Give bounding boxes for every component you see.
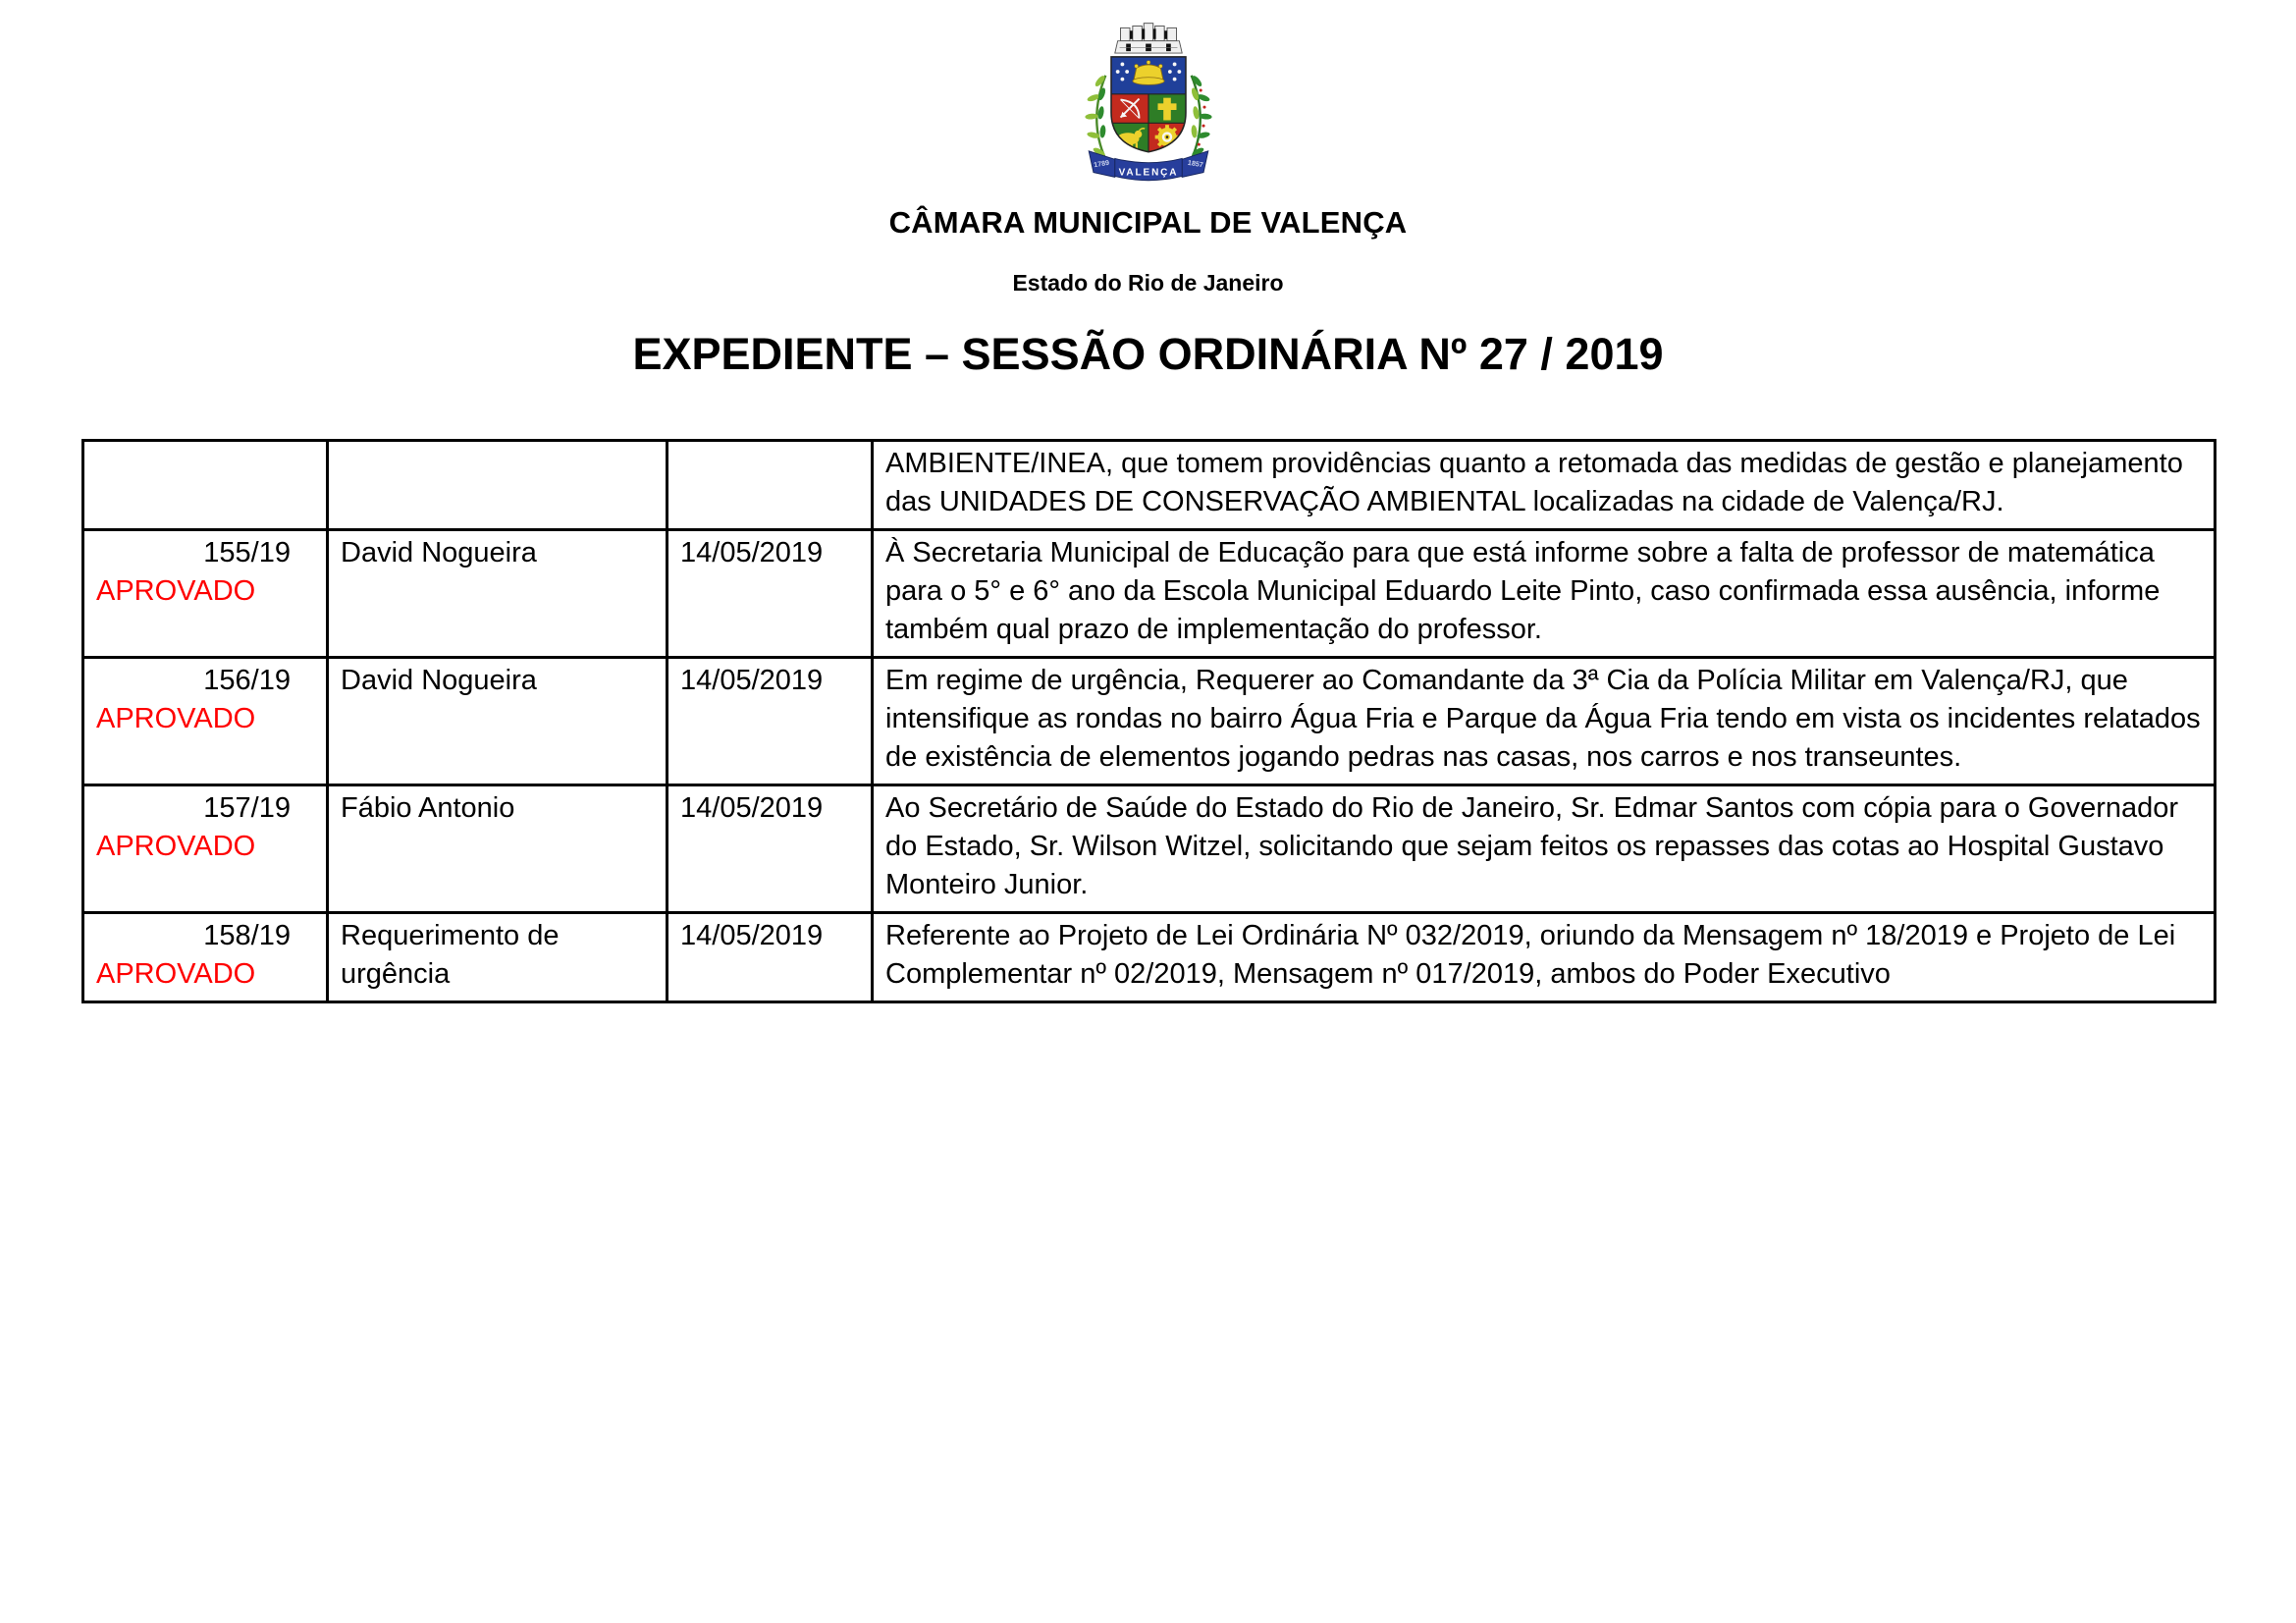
branch-right-icon <box>1189 75 1211 164</box>
description-cell: À Secretaria Municipal de Educação para que está informe sobre a falta de professor de matemática para o 5° e 6° ano da Escola Municipal Eduardo Leite Pinto, caso confirmada essa ausência, informe também qual prazo de implementação do professor. <box>873 530 2216 658</box>
ribbon-city-name: VALENÇA <box>1118 167 1178 179</box>
description-cell: Referente ao Projeto de Lei Ordinária Nº 032/2019, oriundo da Mensagem nº 18/2019 e Projeto de Lei Complementar nº 02/2019, Mensagem nº 017/2019, ambos do Poder Executivo <box>873 913 2216 1002</box>
request-number: 158/19 <box>203 920 291 951</box>
table-row <box>83 530 2216 658</box>
table-row <box>83 785 2216 913</box>
table-row <box>83 913 2216 1002</box>
description-cell: Em regime de urgência, Requerer ao Comandante da 3ª Cia da Polícia Militar em Valença/RJ, que intensifique as rondas no bairro Água Fria e Parque da Água Fria tendo em vista os incidentes relatados de existência de elementos jogando pedras nas casas, nos carros e nos transeuntes. <box>873 658 2216 785</box>
table-row <box>83 441 2216 530</box>
number-status-cell <box>83 658 328 785</box>
author-cell <box>328 441 667 530</box>
number-status-cell <box>83 441 328 530</box>
shield-icon <box>1111 57 1186 152</box>
expediente-table <box>81 439 2216 1003</box>
doc-title: EXPEDIENTE – SESSÃO ORDINÁRIA Nº 27 / 2019 <box>632 329 1664 379</box>
request-number: 155/19 <box>203 537 291 568</box>
status-label: APROVADO <box>96 575 256 607</box>
date-cell: 14/05/2019 <box>667 913 873 1002</box>
ribbon-year-left: 1789 <box>1093 158 1110 170</box>
number-status-cell <box>83 530 328 658</box>
description-cell: Ao Secretário de Saúde do Estado do Rio de Janeiro, Sr. Edmar Santos com cópia para o Governador do Estado, Sr. Wilson Witzel, solicitando que sejam feitos os repasses das cotas ao Hospital Gustavo Monteiro Junior. <box>873 785 2216 913</box>
author-cell: David Nogueira <box>328 658 667 785</box>
document-header <box>0 12 2296 380</box>
org-name: CÂMARA MUNICIPAL DE VALENÇA <box>888 205 1408 240</box>
org-subtitle: Estado do Rio de Janeiro <box>1012 270 1284 296</box>
status-label: APROVADO <box>96 831 256 862</box>
branch-left-icon <box>1085 75 1107 164</box>
status-label: APROVADO <box>96 958 256 990</box>
table-row <box>83 658 2216 785</box>
date-cell: 14/05/2019 <box>667 658 873 785</box>
author-cell: Requerimento de urgência <box>328 913 667 1002</box>
author-cell: Fábio Antonio <box>328 785 667 913</box>
request-number: 156/19 <box>203 665 291 696</box>
request-number: 157/19 <box>203 792 291 824</box>
valenca-coat-of-arms-icon <box>1074 12 1223 189</box>
date-cell: 14/05/2019 <box>667 530 873 658</box>
status-label: APROVADO <box>96 703 256 734</box>
ribbon-banner <box>1089 151 1208 181</box>
ribbon-year-right: 1857 <box>1186 158 1203 170</box>
author-cell: David Nogueira <box>328 530 667 658</box>
number-status-cell <box>83 785 328 913</box>
date-cell: 14/05/2019 <box>667 785 873 913</box>
description-cell: AMBIENTE/INEA, que tomem providências quanto a retomada das medidas de gestão e planejamento das UNIDADES DE CONSERVAÇÃO AMBIENTAL localizadas na cidade de Valença/RJ. <box>873 441 2216 530</box>
number-status-cell <box>83 913 328 1002</box>
mural-crown-icon <box>1114 24 1181 53</box>
date-cell <box>667 441 873 530</box>
